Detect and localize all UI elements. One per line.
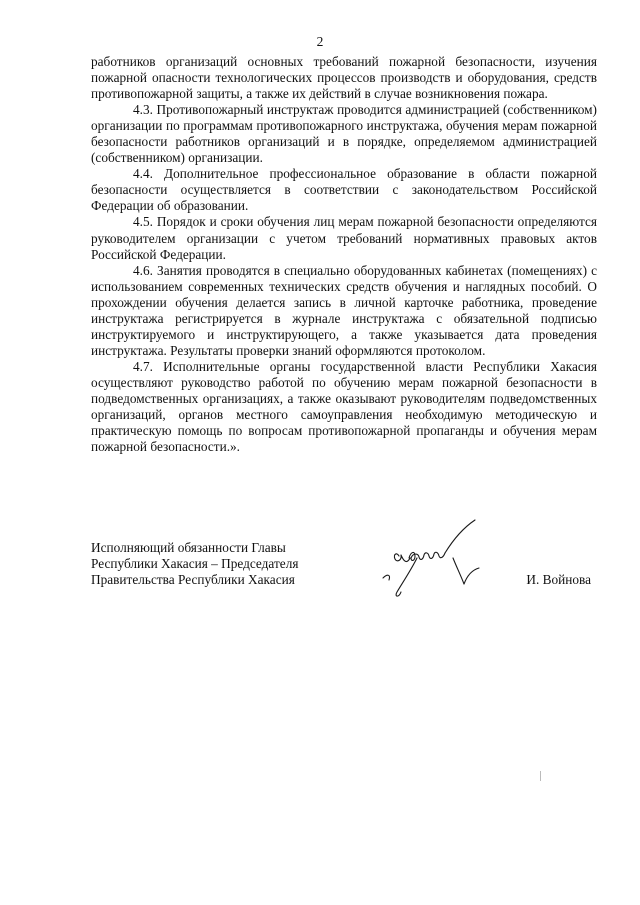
page-number: 2	[316, 34, 324, 49]
paragraph-4-4: 4.4. Дополнительное профессиональное образование в области пожарной безопасности осуществляется в соответствии с законодательством Российской Федерации об образовании.	[91, 166, 597, 214]
paragraph-4-6: 4.6. Занятия проводятся в специально оборудованных кабинетах (помещениях) с использованием современных технических средств обучения и наглядных пособий. О прохождении обучения делается запись в личной карточке работника, проведение инструктажа регистрируется в журнале инструктажа с обязательной подписью инструктируемого и инструктирующего, а также указывается дата проведения инструктажа. Результаты проверки знаний оформляются протоколом.	[91, 262, 597, 358]
signer-name: И. Войнова	[526, 572, 591, 587]
paragraph-4-3: 4.3. Противопожарный инструктаж проводится администрацией (собственником) организации по программам противопожарного инструктажа, обучения мерам пожарной безопасности работников организаций и в порядке, определяемом администрацией (собственником) организации.	[91, 102, 597, 166]
scan-mark	[540, 771, 541, 781]
paragraph-4-7: 4.7. Исполнительные органы государственной власти Республики Хакасия осуществляют руководство работой по обучению мерам пожарной безопасности в подведомственных организациях, а также оказывают руководителям подведомственных организаций, органов местного самоуправления необходимую методическую и практическую помощь по вопросам противопожарной пропаганды и обучения мерам пожарной безопасности.».	[91, 358, 597, 455]
paragraph-continuation: работников организаций основных требований пожарной безопасности, изучения пожарной опасности технологических процессов производств и оборудования, средств противопожарной защиты, а также их действий в случае возникновения пожара.	[91, 54, 597, 102]
signer-position	[91, 540, 351, 588]
paragraph-4-5: 4.5. Порядок и сроки обучения лиц мерам пожарной безопасности определяются руководителем организации с учетом требований нормативных правовых актов Российской Федерации.	[91, 214, 597, 262]
handwritten-signature	[371, 518, 501, 618]
signer-position-line: Республики Хакасия – Председателя	[91, 556, 299, 571]
document-body	[91, 54, 597, 455]
signature-block	[91, 540, 597, 620]
signer-position-line: Исполняющий обязанности Главы	[91, 540, 286, 555]
signer-position-line: Правительства Республики Хакасия	[91, 572, 295, 587]
